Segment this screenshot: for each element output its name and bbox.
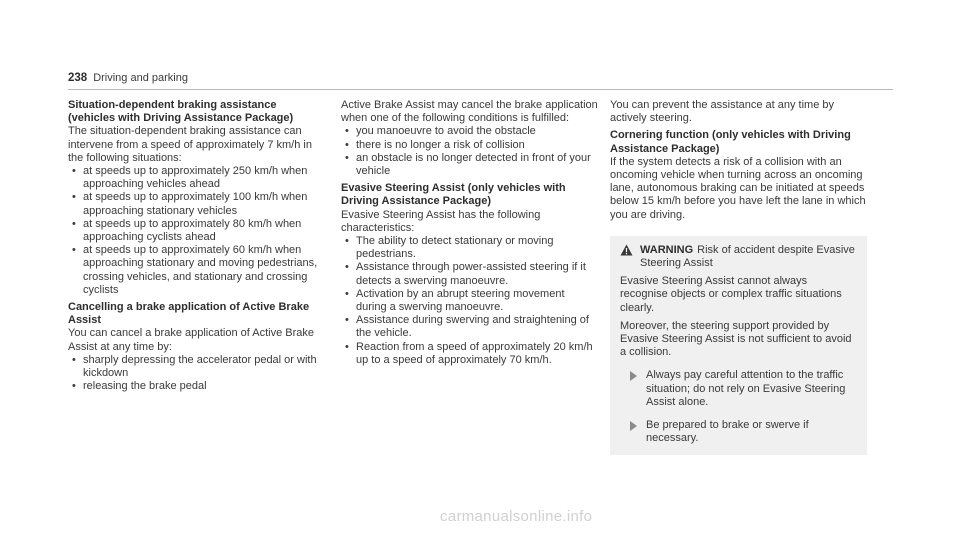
watermark: carmanualsonline.info [440,508,593,525]
heading-cornering: Cornering function (only vehicles with Driving Assistance Package) [610,129,851,155]
list-item: • Reaction from a speed of approximately 20 km/h up to a speed of approximately 70 km/h. [341,341,598,367]
cancel-methods-list [68,354,325,394]
warning-action [620,419,857,445]
paragraph-prevent: You can prevent the assistance at any time by actively steering. [610,99,835,125]
arrow-right-icon [630,371,637,381]
warning-subtitle: Risk of accident despite Evasive Steering Assist [640,243,855,270]
list-item: • sharply depressing the accelerator pedal or with kickdown [68,354,325,380]
cancel-conditions-list [341,125,598,178]
arrow-right-icon [630,421,637,431]
list-item: • there is no longer a risk of collision [341,139,598,152]
warning-action [620,369,857,409]
warning-header [620,244,857,270]
speed-conditions-list [68,165,325,297]
list-item: • The ability to detect stationary or moving pedestrians. [341,235,598,261]
column-right [610,99,867,455]
paragraph-evasive: Evasive Steering Assist has the following characteristics: [341,208,541,234]
list-item: • at speeds up to approximately 80 km/h when approaching cyclists ahead [68,218,325,244]
list-item: • at speeds up to approximately 100 km/h when approaching stationary vehicles [68,191,325,217]
warning-title: WARNING [640,243,694,256]
list-item: • releasing the brake pedal [68,380,325,393]
column-middle [341,99,598,367]
section-title: Driving and parking [93,72,188,84]
warning-triangle-icon [620,244,633,256]
heading-situation-braking: Situation-dependent braking assistance (vehicles with Driving Assistance Package) [68,99,294,125]
warning-box [610,236,867,456]
page-header [68,72,893,90]
paragraph-intro: The situation-dependent braking assistance can intervene from a speed of approximately 7 km/h in the following situations: [68,125,312,164]
page-number: 238 [68,72,88,84]
list-item: • an obstacle is no longer detected in front of your vehicle [341,152,598,178]
warning-paragraph: Evasive Steering Assist cannot always recognise objects or complex traffic situations clearly. [620,275,842,314]
list-item: • you manoeuvre to avoid the obstacle [341,125,598,138]
warning-action-text: Be prepared to brake or swerve if necessary. [646,419,809,445]
warning-paragraph: Moreover, the steering support provided by Evasive Steering Assist is not sufficient to avoid a collision. [620,319,852,359]
list-item: • at speeds up to approximately 250 km/h when approaching vehicles ahead [68,165,325,191]
heading-evasive-steering: Evasive Steering Assist (only vehicles with Driving Assistance Package) [341,182,566,208]
column-left [68,99,325,393]
paragraph-cancel-conditions: Active Brake Assist may cancel the brake application when one of the following conditions is fulfilled: [341,99,598,125]
warning-action-text: Always pay careful attention to the traffic situation; do not rely on Evasive Steering Assist alone. [646,369,846,408]
list-item: • Assistance through power-assisted steering if it detects a swerving manoeuvre. [341,261,598,287]
paragraph-cancel: You can cancel a brake application of Active Brake Assist at any time by: [68,327,315,353]
heading-cancel-brake: Cancelling a brake application of Active Brake Assist [68,301,310,327]
list-item: • at speeds up to approximately 60 km/h when approaching stationary and moving pedestrians, crossing vehicles, and stationary and crossing cyclists [68,244,325,297]
evasive-features-list [341,235,598,367]
list-item: • Activation by an abrupt steering movement during a swerving manoeuvre. [341,288,598,314]
paragraph-cornering: If the system detects a risk of a collision with an oncoming vehicle when turning across an oncoming lane, autonomous braking can be initiated at speeds below 15 km/h before you have left the lane in which you are driving. [610,155,866,221]
warning-body [620,275,857,359]
list-item: • Assistance during swerving and straightening of the vehicle. [341,314,598,340]
